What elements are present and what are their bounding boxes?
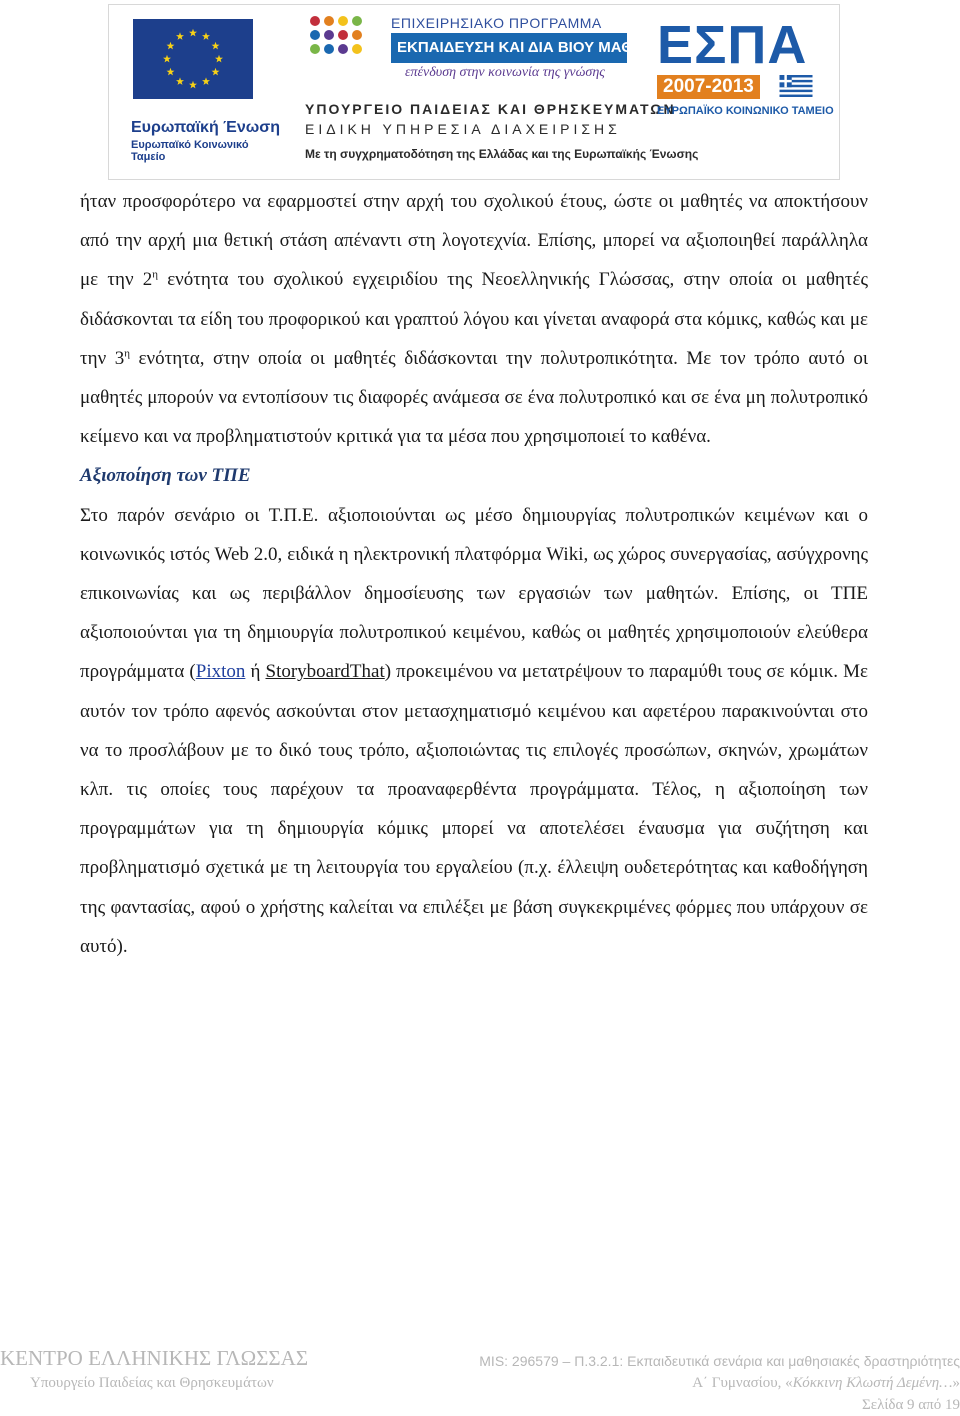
footer-left (0, 1346, 308, 1392)
espa-logo-text: ΕΣΠΑ (657, 15, 808, 75)
footer-ministry: Υπουργείο Παιδείας και Θρησκευμάτων (30, 1375, 274, 1391)
espa-fund: ΕΥΡΩΠΑΪΚΟ ΚΟΙΝΩΝΙΚΟ ΤΑΜΕΙΟ (657, 105, 834, 117)
header-banner (108, 4, 840, 180)
paragraph-1: ήταν προσφορότερο να εφαρμοστεί στην αρχή του σχολικού έτους, ώστε οι μαθητές να αποκτήσουν από την αρχή μια θετική στάση απέναντι στη λογοτεχνία. Επίσης, μπορεί να αξιοποιηθεί παράλληλα με την $2^\eta$ ενότητα του σχολικού εγχειριδίου της Νεοελληνικής Γλώσσας, στην οποία οι μαθητές διδάσκονται τα είδη του προφορικού και γραπτού λόγου και γίνεται αναφορά στα κόμικς, καθώς και με την $3^\eta$ ενότητα, στην οποία οι μαθητές διδάσκονται την πολυτροπικότητα. Με τον τρόπο αυτό οι μαθητές μπορούν να εντοπίσουν τις διαφορές ανάμεσα σε ένα πολυτροπικό και σε ένα μη πολυτροπικό κείμενο και να προβληματιστούν κριτικά για τα μέσα που χρησιμοποιεί το καθένα. (80, 191, 868, 448)
paragraph-2: Στο παρόν σενάριο οι Τ.Π.Ε. αξιοποιούνται ως μέσο δημιουργίας πολυτροπικών κειμένων και ο κοινωνικός ιστός Web 2.0, ειδικά η ηλεκτρονική πλατφόρμα Wiki, ως χώρος συνεργασίας, ασύγχρονης επικοινωνίας και ως περιβάλλον δημοσίευσης των εργασιών των μαθητών. Επίσης, οι ΤΠΕ αξιοποιούνται για τη δημιουργία πολυτροπικού κειμένου, καθώς οι μαθητές χρησιμοποιούν ελεύθερα προγράμματα (Pixton ή StoryboardThat) προκειμένου να μετατρέψουν το παραμύθι τους σε κόμικ. Με αυτόν τον τρόπο αφενός ασκούνται στον μετασχηματισμό κειμένου και αφετέρου παρακινούνται στο να το προσλάβουν με το δικό τους τρόπο, αξιοποιώντας τις επιλογές προσώπων, σκηνών, χρωμάτων κλπ. τις οποίες τους παρέχουν τα προαναφερθέντα προγράμματα. Τέλος, η αξιοποίηση των προγραμμάτων για τη δημιουργία κόμικς μπορεί να αποτελέσει έναυσμα για συζήτηση και προβληματισμό σχετικά με τη λειτουργία του εργαλείου (π.χ. έλλειψη ουδετερότητας και καθοδήγηση της φαντασίας, αφού ο χρήστης καλείται να επιλέξει με βάση συγκεκριμένες φόρμες που υπάρχουν σε αυτό). (80, 504, 868, 957)
document-body (80, 182, 868, 966)
eu-name-block (131, 119, 281, 163)
footer-org: ΚΕΝΤΡΟ ΕΛΛΗΝΙΚΗΣ ΓΛΩΣΣΑΣ (0, 1346, 309, 1370)
footer-school: Α΄ Γυμνασίου, «Κόκκινη Κλωστή Δεμένη…» (692, 1375, 960, 1391)
service-name: ΕΙΔΙΚΗ ΥΠΗΡΕΣΙΑ ΔΙΑΧΕΙΡΙΣΗΣ (305, 121, 621, 137)
footer-mis: MIS: 296579 – Π.3.2.1: Εκπαιδευτικά σενάρια και μαθησιακές δραστηριότητες (479, 1353, 960, 1369)
eu-name: Ευρωπαϊκή Ένωση (131, 119, 280, 136)
footer-scenario-title: Κόκκινη Κλωστή Δεμένη… (792, 1375, 953, 1391)
program-dots-icon (305, 11, 365, 71)
espa-years: 2007-2013 (657, 75, 760, 99)
eu-fund: Ευρωπαϊκό Κοινωνικό Ταμείο (131, 139, 249, 163)
storyboardthat-link[interactable]: StoryboardThat (265, 661, 385, 683)
program-title: ΕΠΙΧΕΙΡΗΣΙΑΚΟ ΠΡΟΓΡΑΜΜΑ (391, 15, 602, 31)
footer-right (400, 1350, 960, 1416)
cofunding-text: Με τη συγχρηματοδότηση της Ελλάδας και της Ευρωπαϊκής Ένωσης (305, 147, 699, 161)
ministry-name: ΥΠΟΥΡΓΕΙΟ ΠΑΙΔΕΙΑΣ ΚΑΙ ΘΡΗΣΚΕΥΜΑΤΩΝ (305, 101, 676, 117)
espa-logo (657, 15, 834, 127)
program-logo (305, 9, 664, 97)
page-number: Σελίδα 9 από 19 (862, 1397, 960, 1413)
pixton-link[interactable]: Pixton (195, 661, 246, 683)
program-slogan: επένδυση στην κοινωνία της γνώσης (405, 65, 605, 80)
ministry-block (305, 101, 699, 161)
greek-flag-icon (779, 75, 813, 97)
section-heading: Αξιοποίηση των ΤΠΕ (80, 465, 251, 487)
eu-flag-icon (133, 19, 253, 99)
program-name: ΕΚΠΑΙΔΕΥΣΗ ΚΑΙ ΔΙΑ ΒΙΟΥ ΜΑΘΗΣΗ (391, 33, 627, 63)
